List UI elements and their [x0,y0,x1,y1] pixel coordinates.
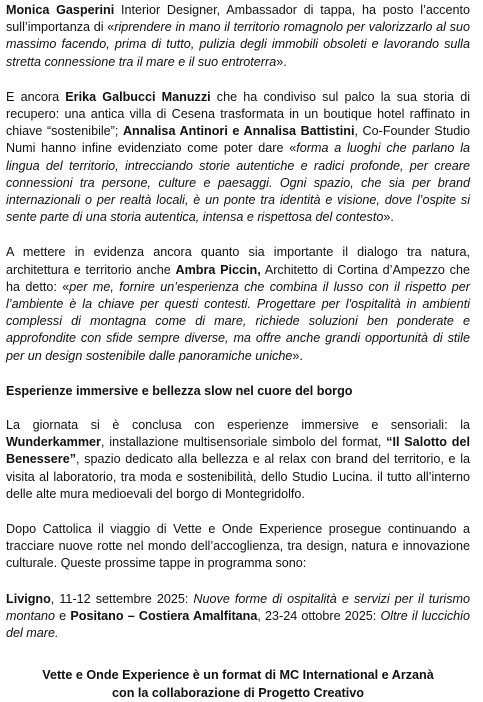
paragraph-piccin [6,244,470,364]
section-heading: Esperienze immersive e bellezza slow nel cuore del borgo [6,383,353,398]
quote-text: forma a luoghi che parlano la lingua del territorio, intrecciando storie autentiche e radici profonde, per creare connessioni tra persone, culture e paesaggi. Ogni spazio, che sia per brand internazionali o per realtà locali, è un ponte tra identità e visione, dove l’ospite si sente parte di una storia autentica, intensa e rispettosa del contesto [6,141,470,225]
paragraph-text: Interior Designer, Ambassador di tappa, ha posto l’accento sull’importanza di « [6,3,470,35]
person-name: Erika Galbucci Manuzzi [65,89,211,104]
paragraph-text: che ha condiviso sul palco la sua storia di recupero: una antica villa di Cesena trasformata in un boutique hotel raffinato in chiave “sostenibile”; [6,89,470,139]
paragraph-text: ». [292,348,303,363]
highlight-name: Wunderkammer [6,435,101,450]
quote-text: per me, fornire un’esperienza che combina il lusso con il rispetto per l’ambiente è la chiave per questi contesti. Progettare per l'ospitalità in ambienti complessi di montagna come di mare, richiede soluzioni ben ponderate e approfondite con sfide sempre diverse, ma offre anche grandi opportunità di stile per un design sostenibile dalle panoramiche uniche [6,279,470,363]
paragraph-text: , Co-Founder Studio Numi hanno infine evidenziato come poter dare « [6,124,471,156]
person-name: Annalisa Antinori e Annalisa Battistini [122,124,355,139]
article-body [6,2,470,702]
paragraph-text: e [55,608,71,623]
paragraph-next-stages: Dopo Cattolica il viaggio di Vette e Onde Experience prosegue continuando a tracciare nuove rotte nel mondo dell’accoglienza, tra design, natura e innovazione culturale. Queste prossime tappe in programma sono: [6,522,470,571]
person-name: Monica Gasperini [6,3,115,17]
footer-line: Vette e Onde Experience è un format di MC International e Arzanà [42,668,434,683]
place-name: Livigno [6,591,51,606]
footer-line: con la collaborazione di Progetto Creativo [112,686,364,701]
event-title: Oltre il luccichio del mare. [6,608,470,641]
paragraph-experiences [6,417,470,503]
paragraph-dates [6,591,470,643]
paragraph-text: ». [383,210,394,225]
paragraph-text: E ancora [6,89,66,104]
paragraph-text: , spazio dedicato alla bellezza e al relax con brand del territorio, e la visita al laboratorio, tra moda e sostenibilità, dello Studio Lucina. il tutto all’interno delle alte mura medioevali del borgo di Montegridolfo. [6,452,470,501]
paragraph-text: ». [276,54,287,69]
paragraph-text: Architetto di Cortina d’Ampezzo che ha detto: « [6,262,470,294]
person-name: Ambra Piccin, [175,262,261,277]
paragraph-text: , 23-24 ottobre 2025: [257,608,381,623]
paragraph-galbucci [6,89,470,227]
footer-credits [6,666,470,702]
highlight-name: “Il Salotto del Benessere” [6,435,470,467]
paragraph-text: , installazione multisensoriale simbolo del format, [100,435,387,450]
paragraph-text: , 11-12 settembre 2025: [50,591,194,606]
place-name: Positano – Costiera Amalfitana [70,608,258,623]
paragraph-gasperini [6,2,470,71]
paragraph-text: La giornata si è conclusa con esperienze immersive e sensoriali: la [6,418,470,433]
quote-text: riprendere in mano il territorio romagnolo per valorizzarlo al suo massimo facendo, prima di tutto, pulizia degli immobili obsoleti e lavorando sulla stretta connessione tra il mare e il suo entroterra [6,20,470,69]
event-title: Nuove forme di ospitalità e servizi per il turismo montano [6,591,470,623]
paragraph-text: A mettere in evidenza ancora quanto sia importante il dialogo tra natura, architettura e territorio anche [6,245,470,277]
